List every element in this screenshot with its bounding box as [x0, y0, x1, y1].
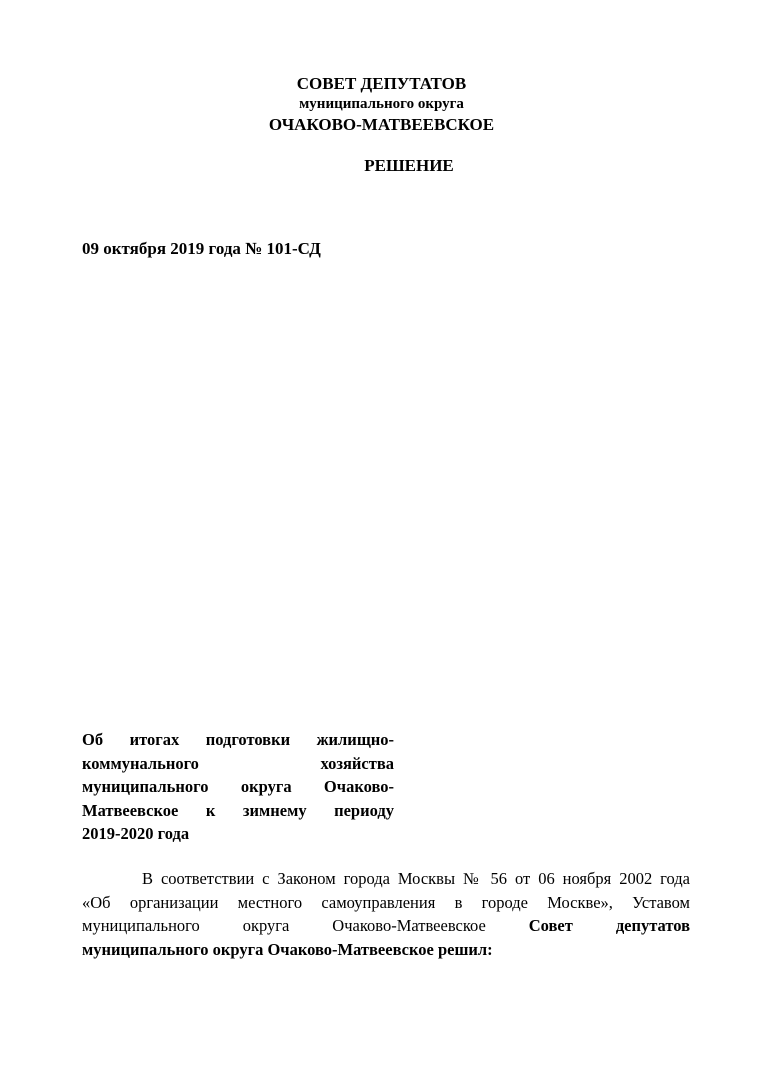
decision-date-number: 09 октября 2019 года № 101-СД: [82, 239, 321, 258]
decision-subject: [82, 728, 394, 846]
document-header: [0, 74, 763, 136]
subject-line: 2019-2020 года: [82, 824, 190, 843]
subject-line: Матвеевское к зимнему периоду: [82, 800, 394, 820]
preamble-line: «Об организации местного самоуправления в городе Москве», Уставом: [82, 892, 690, 912]
subject-line: муниципального округа Очаково-: [82, 777, 394, 796]
org-name: СОВЕТ ДЕПУТАТОВ: [296, 74, 467, 93]
org-subtitle: муниципального округа: [299, 96, 464, 112]
preamble-line: [82, 914, 690, 938]
preamble-council-bold: Совет депутатов: [528, 916, 691, 935]
preamble-text: муниципального округа Очаково-Матвеевское: [82, 916, 486, 935]
decision-title: РЕШЕНИЕ: [364, 156, 454, 175]
preamble-resolution-bold: муниципального округа Очаково-Матвеевское решил:: [82, 939, 493, 959]
subject-line: Об итогах подготовки жилищно-: [82, 730, 394, 749]
decision-preamble: [82, 867, 690, 961]
preamble-line: В соответствии с Законом города Москвы № 56 от 06 ноября 2002 года: [142, 869, 690, 888]
subject-line: коммунального хозяйства: [82, 753, 394, 773]
district-name: ОЧАКОВО-МАТВЕЕВСКОЕ: [268, 115, 495, 134]
